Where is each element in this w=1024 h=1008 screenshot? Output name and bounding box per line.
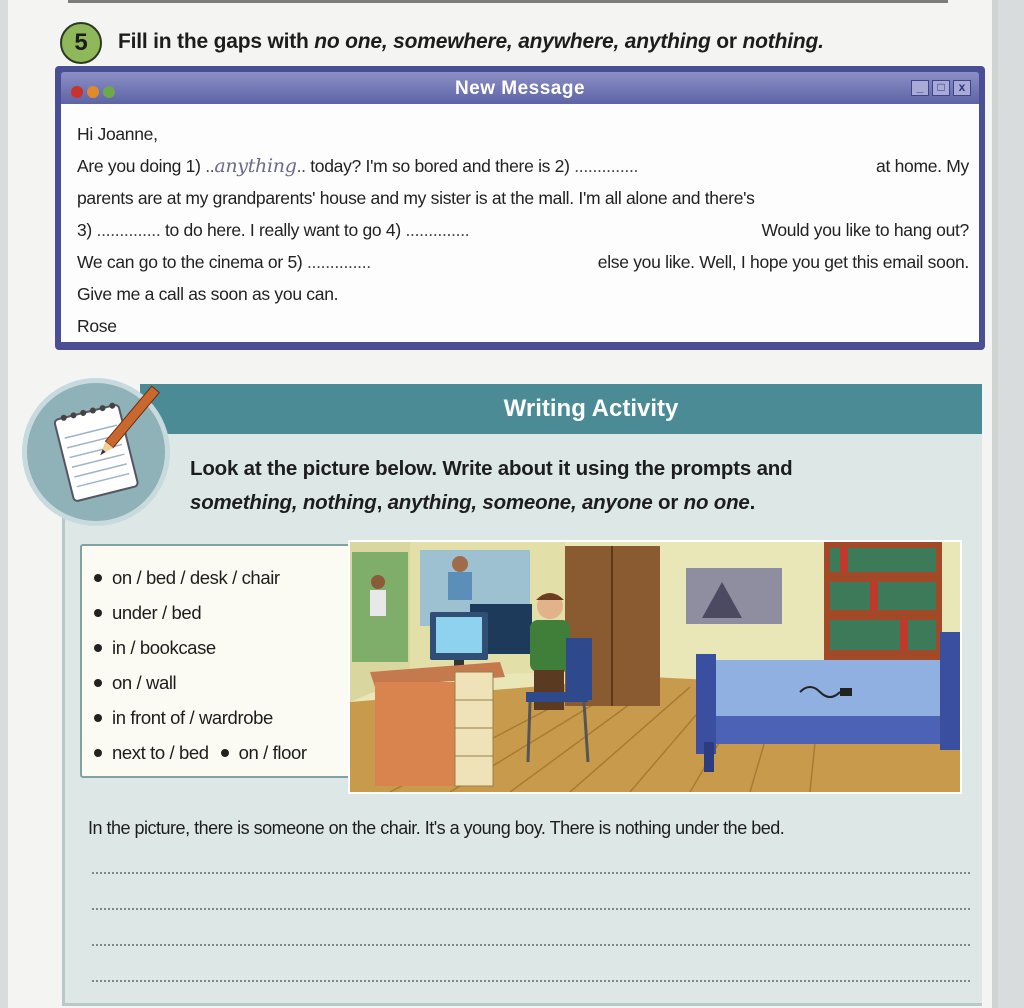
prompt-item xyxy=(94,595,354,630)
gap-3-dots: .............. xyxy=(96,220,161,240)
window-title: New Message xyxy=(454,78,586,99)
prompt-text: in / bookcase xyxy=(112,636,216,658)
text: 3) xyxy=(77,220,92,240)
window-titlebar xyxy=(61,72,979,104)
prompt-item xyxy=(94,665,354,700)
prompt-text: under / bed xyxy=(112,601,202,623)
prompt-item xyxy=(94,560,354,595)
window-close-icon: x xyxy=(953,80,971,96)
instruction-words: no one, somewhere, anywhere, anything xyxy=(314,30,711,53)
word: no one xyxy=(683,491,750,514)
top-rule xyxy=(68,0,948,3)
gap-5-dots: .............. xyxy=(306,252,371,272)
writing-line[interactable] xyxy=(92,908,970,910)
prompt-item xyxy=(94,630,354,665)
instruction-prefix: Fill in the gaps with xyxy=(118,30,315,53)
sep: . xyxy=(749,491,756,514)
gap-4-dots: .............. xyxy=(405,220,470,240)
text: at home. My xyxy=(876,156,969,176)
exercise-instruction xyxy=(118,30,824,54)
example-sentence: In the picture, there is someone on the chair. It's a young boy. There is nothing under the bed. xyxy=(88,818,785,838)
text: Would you like to hang out? xyxy=(761,220,969,240)
window-maximize-icon: □ xyxy=(932,80,950,96)
prompt-text: in front of / wardrobe xyxy=(112,706,273,728)
message-line-2: parents are at my grandparents' house and my sister is at the mall. I'm all alone and there's xyxy=(77,188,755,208)
instruction-or: or xyxy=(710,30,743,53)
text: Are you doing 1) xyxy=(77,156,201,176)
text: We can go to the cinema or 5) xyxy=(77,252,303,272)
instruction-last-word: nothing. xyxy=(742,30,824,53)
text: to do here. I really want to go 4) xyxy=(164,220,401,240)
prompt-item xyxy=(94,735,354,770)
notepad-pencil-icon xyxy=(22,378,170,526)
writing-activity-title: Writing Activity xyxy=(140,384,982,434)
handwritten-answer-1: anything xyxy=(214,155,297,177)
gap-dots: .. xyxy=(296,156,306,176)
text: else you like. Well, I hope you get this email soon. xyxy=(597,252,969,272)
prompt-text: next to / bed xyxy=(112,741,209,763)
prompt-text: on / floor xyxy=(238,741,307,763)
instruction-line-2 xyxy=(190,486,792,520)
window-controls xyxy=(911,80,971,96)
message-line-4 xyxy=(77,246,969,278)
message-line-5: Give me a call as soon as you can. xyxy=(77,284,339,304)
message-line-3 xyxy=(77,214,969,246)
new-message-window xyxy=(55,66,985,350)
text: today? I'm so bored and there is 2) xyxy=(310,156,570,176)
instruction-line-1: Look at the picture below. Write about it using the prompts and xyxy=(190,457,793,480)
sep: or xyxy=(652,491,684,514)
writing-line[interactable] xyxy=(92,944,970,946)
gap-2-dots: .............. xyxy=(574,156,639,176)
writing-activity-instruction xyxy=(190,452,792,520)
prompt-text: on / wall xyxy=(112,671,177,693)
greeting: Hi Joanne, xyxy=(77,124,158,144)
gap-dots: .. xyxy=(205,156,215,176)
prompts-box xyxy=(80,544,356,778)
word: something, nothing xyxy=(190,491,377,514)
signature: Rose xyxy=(77,316,117,336)
prompt-text: on / bed / desk / chair xyxy=(112,566,280,588)
message-line-1 xyxy=(77,150,969,182)
writing-line[interactable] xyxy=(92,980,970,982)
exercise-number-badge: 5 xyxy=(60,22,102,64)
message-body xyxy=(61,104,979,342)
writing-line[interactable] xyxy=(92,872,970,874)
bedroom-picture xyxy=(348,540,962,794)
words: anything, someone, anyone xyxy=(387,491,653,514)
window-minimize-icon: _ xyxy=(911,80,929,96)
prompt-item xyxy=(94,700,354,735)
sep: , xyxy=(376,491,388,514)
